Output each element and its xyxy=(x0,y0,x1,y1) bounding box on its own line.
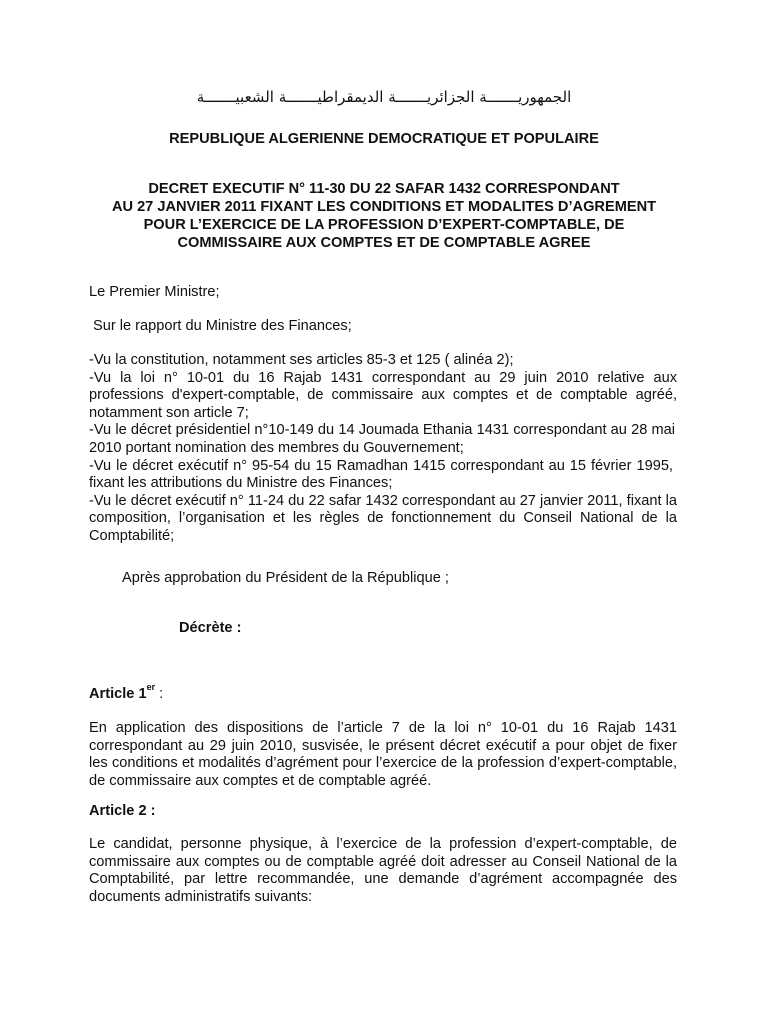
article-2-heading: Article 2 : xyxy=(89,803,156,819)
decree-title-line: DECRET EXECUTIF N° 11-30 DU 22 SAFAR 1432 CORRESPONDANT xyxy=(148,181,620,197)
decree-title-line: COMMISSAIRE AUX COMPTES ET DE COMPTABLE AGREE xyxy=(177,235,591,251)
vu-item: -Vu le décret exécutif n° 95-54 du 15 Ramadhan 1415 correspondant au 15 février 1995, fixant les attributions du Ministre des Finances; xyxy=(89,457,673,492)
vu-item: -Vu la constitution, notamment ses articles 85-3 et 125 ( alinéa 2); xyxy=(89,352,514,368)
decree-title-line: POUR L’EXERCICE DE LA PROFESSION D’EXPERT-COMPTABLE, DE xyxy=(143,217,625,233)
decrete-heading: Décrète : xyxy=(179,620,242,636)
vu-item: -Vu le décret exécutif n° 11-24 du 22 safar 1432 correspondant au 27 janvier 2011, fixant la composition, l’organisation et les règles de fonctionnement du Conseil National de la Comptabilité; xyxy=(89,492,677,544)
article-1-body: En application des dispositions de l’article 7 de la loi n° 10-01 du 16 Rajab 1431 correspondant au 29 juin 2010, susvisée, le présent décret exécutif a pour objet de fixer les conditions et modalités d’agrément pour l’exercice de la profession d’expert-comptable, de commissaire aux comptes et de comptable agréé. xyxy=(89,720,677,789)
article-1-colon: : xyxy=(155,686,164,702)
article-1-heading xyxy=(89,682,677,704)
vu-list xyxy=(89,352,677,546)
republic-title: REPUBLIQUE ALGERIENNE DEMOCRATIQUE ET POPULAIRE xyxy=(169,131,599,147)
article-2-body: Le candidat, personne physique, à l’exercice de la profession d’expert-comptable, de commissaire aux comptes ou de comptable agréé doit adresser au Conseil National de la Comptabilité, par lettre recommandée, une demande d’agrément accompagnée des documents administratifs suivants: xyxy=(89,836,677,905)
approbation: Après approbation du Président de la République ; xyxy=(122,570,449,586)
decree-title-line: AU 27 JANVIER 2011 FIXANT LES CONDITIONS ET MODALITES D’AGREMENT xyxy=(111,199,657,215)
article-1-label: Article 1 xyxy=(89,686,147,702)
arabic-republic-title: الجمهوريـــــــة الجزائريـــــــة الديمقراطيـــــــة الشعبيـــــــة xyxy=(196,88,572,106)
vu-item: -Vu le décret présidentiel n°10-149 du 14 Joumada Ethania 1431 correspondant au 28 mai 2010 portant nomination des membres du Gouvernement; xyxy=(89,422,675,456)
premier-ministre: Le Premier Ministre; xyxy=(89,284,220,300)
decree-title xyxy=(60,180,708,252)
article-1-sup: er xyxy=(146,682,156,693)
vu-item: -Vu la loi n° 10-01 du 16 Rajab 1431 correspondant au 29 juin 2010 relative aux professions d'expert-comptable, de commissaire aux comptes et de comptable agréé, notamment son article 7; xyxy=(89,369,677,421)
rapport-ministre: Sur le rapport du Ministre des Finances; xyxy=(93,318,352,334)
